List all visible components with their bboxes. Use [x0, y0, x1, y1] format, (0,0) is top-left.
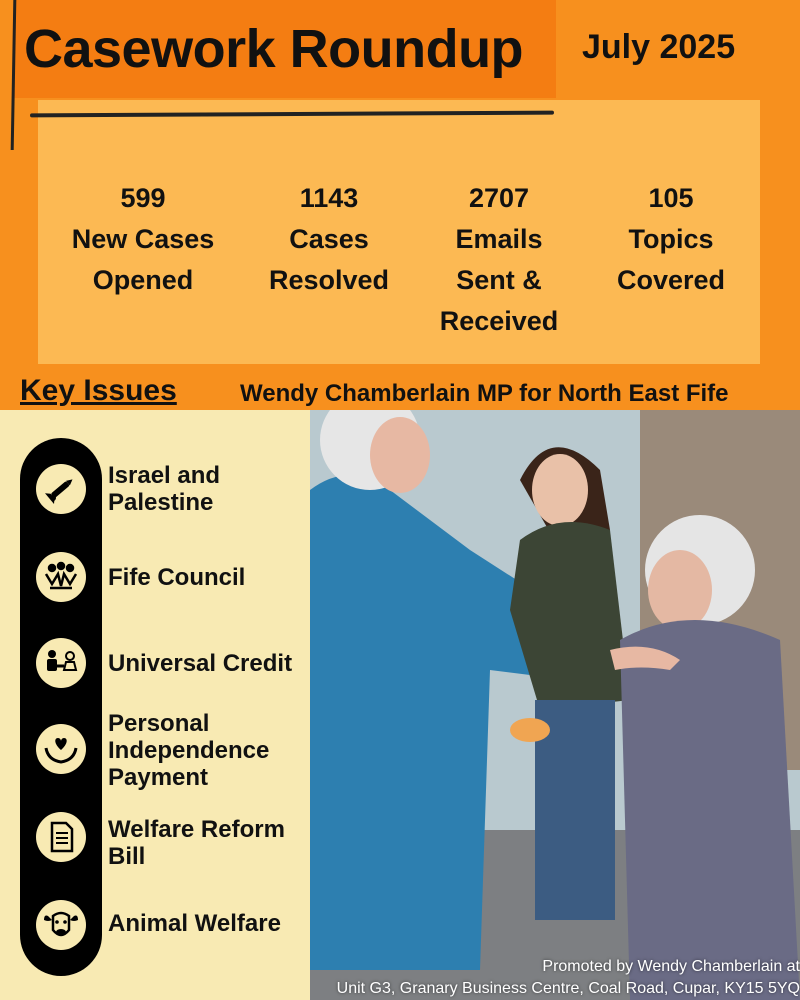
stat-cases-resolved: [244, 178, 414, 301]
issue-label: Animal Welfare: [108, 910, 281, 937]
issue-label: Bill: [108, 843, 146, 870]
stat-value: 599: [120, 183, 166, 213]
photo-illustration: [310, 410, 800, 1000]
photo: [310, 410, 800, 1000]
issue-label: Personal: [108, 710, 210, 737]
stat-value: 1143: [299, 183, 359, 213]
issue-welfare-reform: [108, 816, 308, 870]
stat-emails: [414, 178, 584, 342]
page-title: Casework Roundup: [24, 19, 524, 79]
stat-topics: [586, 178, 756, 301]
icon-rail: [20, 438, 102, 976]
mp-name: Wendy Chamberlain MP for North East Fife: [240, 380, 729, 407]
stat-label: Sent &: [456, 265, 542, 295]
issue-label: Independence: [108, 737, 270, 764]
stat-value: 2707: [468, 183, 530, 213]
heart-hands-icon: [36, 724, 86, 774]
issue-label: Israel and: [108, 462, 221, 489]
issue-label: Universal Credit: [108, 650, 293, 677]
document-icon: [36, 812, 86, 862]
stat-label: Received: [439, 306, 559, 336]
issue-fife-council: [108, 564, 308, 591]
footer-imprint: [337, 956, 800, 1000]
issue-label: Welfare Reform: [108, 816, 285, 843]
cow-icon: [36, 900, 86, 950]
imprint-line: Unit G3, Granary Business Centre, Coal Road, Cupar, KY15 5YQ: [336, 980, 800, 997]
issue-label: Payment: [108, 764, 209, 791]
key-issues-bar: [0, 372, 800, 410]
stat-label: Emails: [455, 224, 543, 254]
stat-label: Resolved: [268, 265, 390, 295]
key-issues-panel: [0, 410, 310, 1000]
issue-pip: [108, 710, 308, 791]
issue-israel-palestine: [108, 462, 308, 516]
stat-label: Opened: [92, 265, 194, 295]
issue-animal-welfare: [108, 910, 308, 937]
handshake-icon: [36, 638, 86, 688]
issue-label: Palestine: [108, 489, 214, 516]
stat-label: Topics: [628, 224, 714, 254]
stat-label: Covered: [616, 265, 726, 295]
stat-value: 105: [648, 183, 694, 213]
missile-icon: [36, 464, 86, 514]
page-date: July 2025: [582, 28, 736, 66]
stat-label: Cases: [289, 224, 369, 254]
people-group-icon: [36, 552, 86, 602]
key-issues-heading: Key Issues: [20, 374, 177, 407]
stat-label: New Cases: [71, 224, 215, 254]
issue-universal-credit: [108, 650, 308, 677]
stat-new-cases: [58, 178, 228, 301]
issue-label: Fife Council: [108, 564, 246, 591]
stats-panel: [38, 100, 760, 364]
imprint-line: Promoted by Wendy Chamberlain at: [542, 958, 800, 975]
